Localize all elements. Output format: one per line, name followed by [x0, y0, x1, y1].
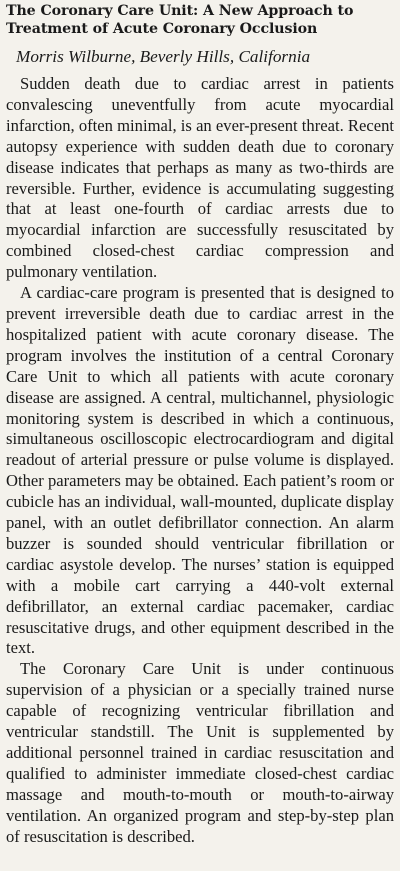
paragraph-2: A cardiac-care program is presented that is designed to prevent irreversible death due to cardiac arrest in the hospitalized patient with acute coronary disease. The program involves the institution of a central Coronary Care Unit to which all patients with acute coronary disease are assigned. A central, multichannel, physiologic monitoring system is described in which a continuous, simultaneous oscilloscopic electrocardiogram and digital readout of arterial pressure or pulse volume is displayed. Other parameters may be obtained. Each patient’s room or cubicle has an individual, wall-mounted, duplicate display panel, with an outlet defibrillator connection. An alarm buzzer is sounded should ventricular fibrillation or cardiac asystole develop. The nurses’ station is equipped with a mobile cart carrying a 440-volt external defibrillator, an external cardiac pacemaker, cardiac resuscitative drugs, and other equipment described in the text. — [6, 283, 394, 658]
article — [6, 2, 394, 848]
article-body — [6, 74, 394, 848]
paragraph-1: Sudden death due to cardiac arrest in patients convalescing uneventfully from acute myocardial infarction, often minimal, is an ever-present threat. Recent autopsy experience with sudden death due to coronary disease indicates that perhaps as many as two-thirds are reversible. Further, evidence is accumulating suggesting that at least one-fourth of cardiac arrests due to myocardial infarction are successfully resuscitated by combined closed-chest cardiac compression and pulmonary ventilation. — [6, 74, 394, 282]
paragraph-3: The Coronary Care Unit is under continuous supervision of a physician or a specially trained nurse capable of recognizing ventricular fibrillation and ventricular standstill. The Unit is supplemented by additional personnel trained in cardiac resuscitation and qualified to administer immediate closed-chest cardiac massage and mouth-to-mouth or mouth-to-airway ventilation. An organized program and step-by-step plan of resuscitation is described. — [6, 659, 394, 846]
article-title: The Coronary Care Unit: A New Approach to Treatment of Acute Coronary Occlusion — [6, 3, 354, 37]
article-author: Morris Wilburne, Beverly Hills, California — [16, 47, 311, 66]
